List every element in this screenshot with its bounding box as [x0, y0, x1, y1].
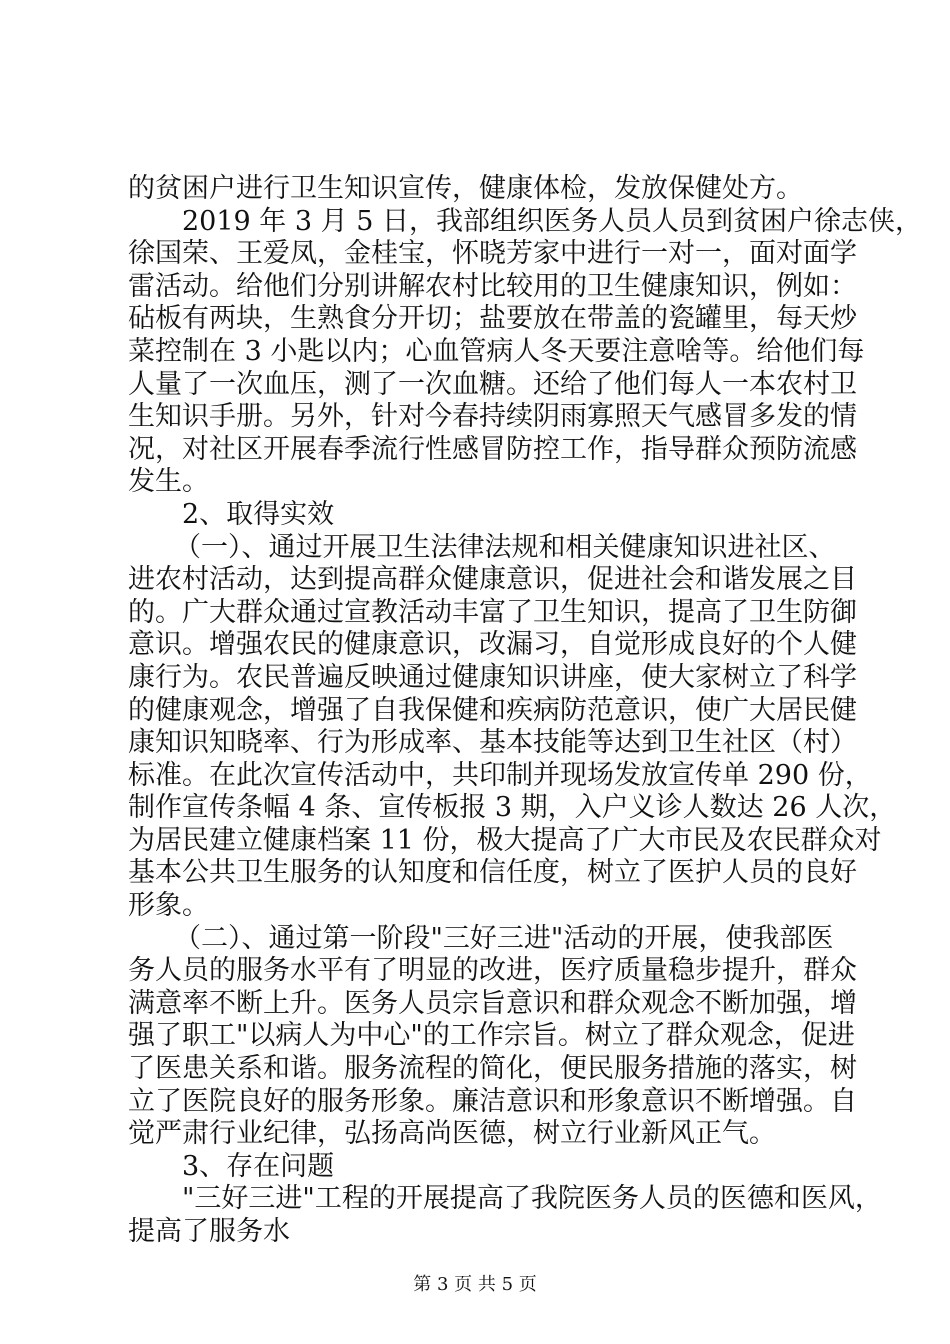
text-line: "三好三进"工程的开展提高了我院医务人员的医德和医风，	[182, 1183, 882, 1215]
text-line: 了医患关系和谐。服务流程的简化，便民服务措施的落实，树	[128, 1053, 857, 1085]
text-line: 标准。在此次宣传活动中，共印制并现场发放宣传单 290 份，	[128, 759, 872, 791]
text-line: 雷活动。给他们分别讲解农村比较用的卫生健康知识，例如：	[128, 270, 857, 302]
text-line: 康行为。农民普遍反映通过健康知识讲座，使大家树立了科学	[128, 661, 857, 693]
text-line: 2019 年 3 月 5 日，我部组织医务人员人员到贫困户徐志侠，	[182, 205, 922, 237]
text-line: 形象。	[128, 890, 209, 922]
text-line: 务人员的服务水平有了明显的改进，医疗质量稳步提升，群众	[128, 955, 857, 987]
text-line: 提高了服务水	[128, 1216, 290, 1247]
text-line: 徐国荣、王爱凤，金桂宝，怀晓芳家中进行一对一，面对面学	[128, 238, 857, 270]
text-line: 况，对社区开展春季流行性感冒防控工作，指导群众预防流感	[128, 433, 857, 465]
text-line: 2、取得实效	[182, 498, 335, 530]
text-line: 的。广大群众通过宣教活动丰富了卫生知识，提高了卫生防御	[128, 596, 857, 628]
text-line: 3、存在问题	[182, 1150, 335, 1182]
text-line: （一）、通过开展卫生法律法规和相关健康知识进社区、	[174, 531, 836, 563]
text-line: 基本公共卫生服务的认知度和信任度，树立了医护人员的良好	[128, 857, 857, 889]
text-line: 制作宣传条幅 4 条、宣传板报 3 期，入户义诊人数达 26 人次，	[128, 792, 897, 824]
text-line: 人量了一次血压，测了一次血糖。还给了他们每人一本农村卫	[128, 368, 857, 400]
text-line: 意识。增强农民的健康意识，改漏习，自觉形成良好的个人健	[128, 629, 857, 661]
text-line: 强了职工"以病人为中心"的工作宗旨。树立了群众观念，促进	[128, 1020, 855, 1052]
page-footer: 第 3 页 共 5 页	[413, 1274, 537, 1295]
text-line: 为居民建立健康档案 11 份，极大提高了广大市民及农民群众对	[128, 824, 882, 856]
text-line: （二）、通过第一阶段"三好三进"活动的开展，使我部医	[174, 922, 834, 954]
text-line: 砧板有两块，生熟食分开切；盐要放在带盖的瓷罐里，每天炒	[128, 303, 857, 335]
text-line: 生知识手册。另外，针对今春持续阴雨寡照天气感冒多发的情	[128, 401, 857, 433]
text-line: 觉严肃行业纪律，弘扬高尚医德，树立行业新风正气。	[128, 1118, 776, 1150]
text-line: 满意率不断上升。医务人员宗旨意识和群众观念不断加强，增	[128, 987, 857, 1019]
text-line: 进农村活动，达到提高群众健康意识，促进社会和谐发展之目	[128, 564, 857, 596]
document-body	[128, 173, 922, 1249]
text-line: 康知识知晓率、行为形成率、基本技能等达到卫生社区（村）	[128, 727, 857, 759]
text-line: 菜控制在 3 小匙以内；心血管病人冬天要注意啥等。给他们每	[128, 335, 865, 367]
text-line: 立了医院良好的服务形象。廉洁意识和形象意识不断增强。自	[128, 1085, 857, 1117]
text-line: 的贫困户进行卫生知识宣传，健康体检，发放保健处方。	[128, 173, 803, 204]
text-line: 发生。	[128, 466, 209, 498]
text-line: 的健康观念，增强了自我保健和疾病防范意识，使广大居民健	[128, 694, 857, 726]
